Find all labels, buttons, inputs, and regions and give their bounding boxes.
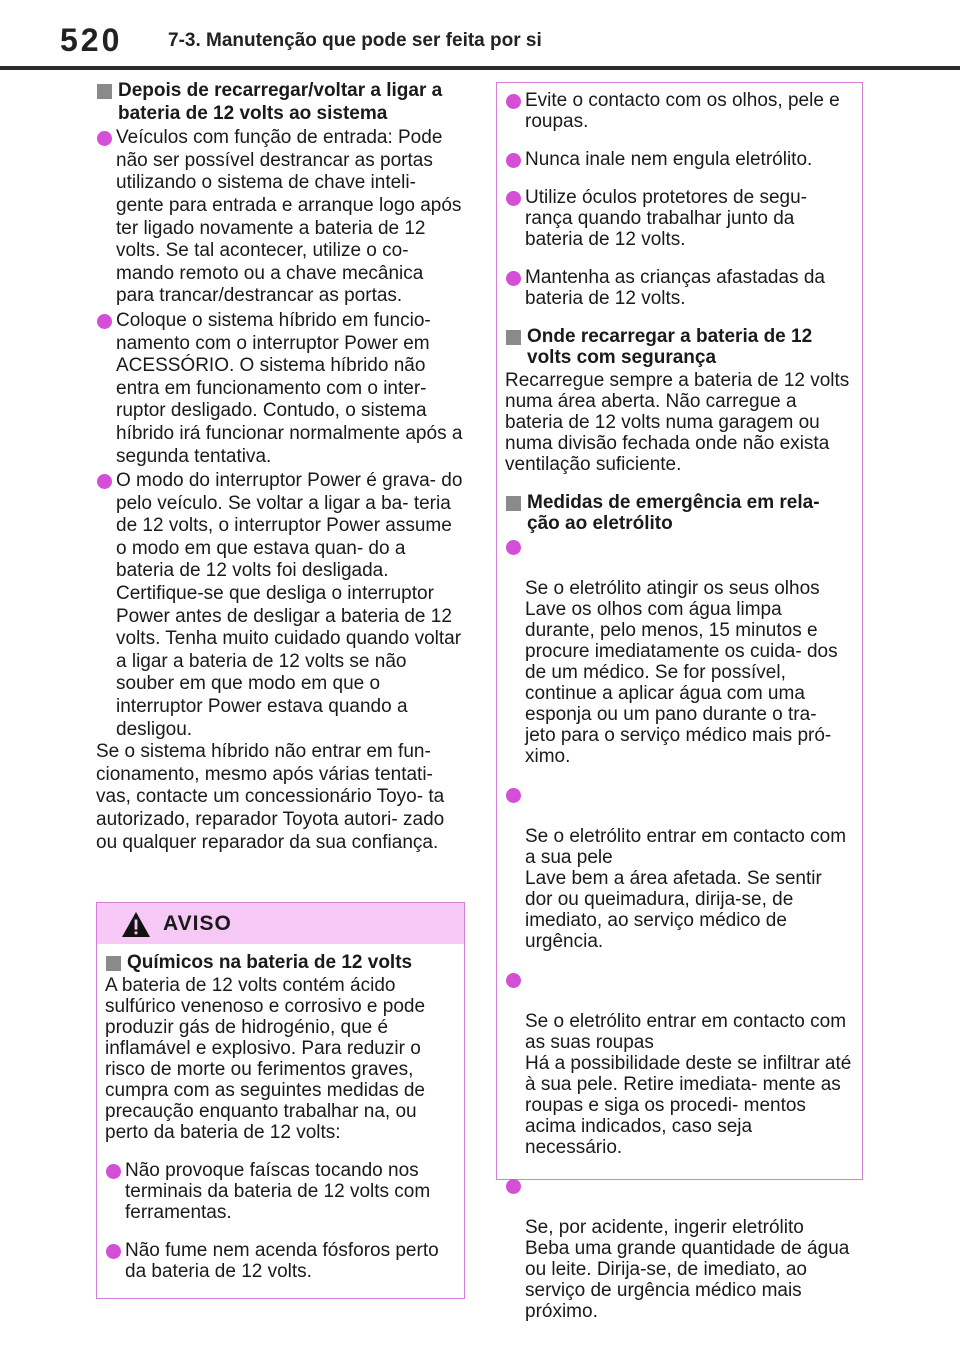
right-column-box (496, 82, 863, 1322)
bullet-dot-icon (506, 94, 521, 109)
warning-triangle-icon (121, 911, 151, 938)
warning-header (97, 903, 464, 944)
section-heading-text: Medidas de emergência em rela- ção ao eletrólito (527, 492, 820, 534)
warning-box (96, 902, 465, 1299)
list-item-text: Evite o contacto com os olhos, pele e roupas. (525, 90, 840, 132)
section-heading-emergency (505, 492, 852, 534)
page-number: 520 (60, 22, 123, 58)
list-item-text: Mantenha as crianças afastadas da bateria de 12 volts. (525, 267, 825, 309)
list-item-text: O modo do interruptor Power é grava- do pelo veículo. Se voltar a ligar a ba- teria de 12 volts, o interruptor Power assume o modo em que estava quan- do a bateria de 12 volts foi desligada. Certifique-se que desliga o interruptor Power antes de desligar a bateria de 12 volts. Tenha muito cuidado quando voltar a ligar a bateria de 12 volts se não souber em que modo em que o interruptor Power estava quando a desligou. (116, 470, 463, 740)
list-item-text: Se o eletrólito atingir os seus olhos Lave os olhos com água limpa durante, pelo menos, 15 minutos e procure imediatamente os cuida- dos de um médico. Se for possível, continue a aplicar água com uma esponja ou um pano durante o tra- jeto para o serviço médico mais pró- ximo. (525, 578, 838, 767)
list-item (105, 1240, 454, 1282)
list-item-text: Nunca inale nem engula eletrólito. (525, 149, 813, 170)
bullet-dot-icon (506, 1179, 521, 1194)
list-item (505, 187, 852, 250)
bullet-dot-icon (506, 788, 521, 803)
list-item (505, 90, 852, 132)
list-item (96, 127, 466, 308)
square-bullet-icon (506, 330, 521, 345)
list-item (96, 310, 466, 468)
square-bullet-icon (97, 84, 112, 99)
list-item-text: Coloque o sistema híbrido em funcio- namento com o interruptor Power em ACESSÓRIO. O sistema híbrido não entra em funcionamento com o inter- ruptor desligado. Contudo, o sistema híbrido irá funcionar normalmente após a segunda tentativa. (116, 309, 463, 467)
list-item-text: Não provoque faíscas tocando nos terminais da bateria de 12 volts com ferramentas. (125, 1160, 431, 1223)
bullet-dot-icon (506, 973, 521, 988)
list-item (505, 784, 852, 952)
list-item-text: Se, por acidente, ingerir eletrólito Beba uma grande quantidade de água ou leite. Dirija-se, de imediato, ao serviço de urgência médico mais próximo. (525, 1217, 850, 1322)
list-item-text: Se o eletrólito entrar em contacto com as suas roupas Há a possibilidade deste se infiltrar até à sua pele. Retire imediata- mente as roupas e siga os procedi- mentos acima indicados, caso seja necessário. (525, 1011, 852, 1158)
left-column (96, 80, 466, 854)
list-item-text: Não fume nem acenda fósforos perto da bateria de 12 volts. (125, 1240, 439, 1282)
bullet-dot-icon (97, 474, 112, 489)
warning-heading (105, 952, 454, 973)
bullet-dot-icon (97, 314, 112, 329)
warning-label: AVISO (163, 912, 232, 935)
bullet-dot-icon (506, 153, 521, 168)
list-item-text: Se o eletrólito entrar em contacto com a sua pele Lave bem a área afetada. Se sentir dor ou queimadura, dirija-se, de imediato, ao serviço médico de urgência. (525, 826, 847, 952)
list-item (105, 1160, 454, 1223)
section-heading-text: Depois de recarregar/voltar a ligar a bateria de 12 volts ao sistema (118, 80, 443, 124)
bullet-dot-icon (506, 271, 521, 286)
square-bullet-icon (506, 496, 521, 511)
warning-body (97, 944, 464, 1282)
section-heading-charge (505, 326, 852, 368)
list-item-text: Veículos com função de entrada: Pode não ser possível destrancar as portas utilizando o sistema de chave inteli- gente para entrada e arranque logo após ter ligado novamente a bateria de 12 volts. Se tal acontecer, utilize o co- mando remoto ou a chave mecânica para trancar/destrancar as portas. (116, 127, 462, 307)
warning-heading-text: Químicos na bateria de 12 volts (127, 952, 413, 973)
charge-paragraph: Recarregue sempre a bateria de 12 volts numa área aberta. Não carregue a bateria de 12 volts numa garagem ou numa divisão fechada onde não exista ventilação suficiente. (505, 370, 850, 475)
bullet-dot-icon (506, 191, 521, 206)
bullet-dot-icon (97, 131, 112, 146)
header-rule (0, 66, 960, 70)
list-item (505, 536, 852, 767)
bullet-dot-icon (106, 1244, 121, 1259)
list-item (505, 149, 852, 170)
section-heading-text: Onde recarregar a bateria de 12 volts com segurança (527, 326, 813, 368)
list-item (96, 470, 466, 741)
warning-intro: A bateria de 12 volts contém ácido sulfúrico venenoso e corrosivo e pode produzir gás de hidrogénio, que é inflamável e explosivo. Para reduzir o risco de morte ou ferimentos graves, cumpra com as seguintes medidas de precaução enquanto trabalhar na, ou perto da bateria de 12 volts: (105, 975, 426, 1143)
closing-paragraph: Se o sistema híbrido não entrar em fun- cionamento, mesmo após várias tentati- vas, contacte um concessionário Toyo- ta autorizado, reparador Toyota autori- zado ou qualquer reparador da sua confiança. (96, 741, 445, 853)
section-heading-reconnect (96, 80, 466, 125)
list-item (505, 267, 852, 309)
bullet-dot-icon (106, 1164, 121, 1179)
list-item (505, 1175, 852, 1322)
bullet-dot-icon (506, 540, 521, 555)
list-item-text: Utilize óculos protetores de segu- rança quando trabalhar junto da bateria de 12 volts. (525, 187, 807, 250)
section-title: 7-3. Manutenção que pode ser feita por si (168, 30, 542, 51)
square-bullet-icon (106, 956, 121, 971)
list-item (505, 969, 852, 1158)
